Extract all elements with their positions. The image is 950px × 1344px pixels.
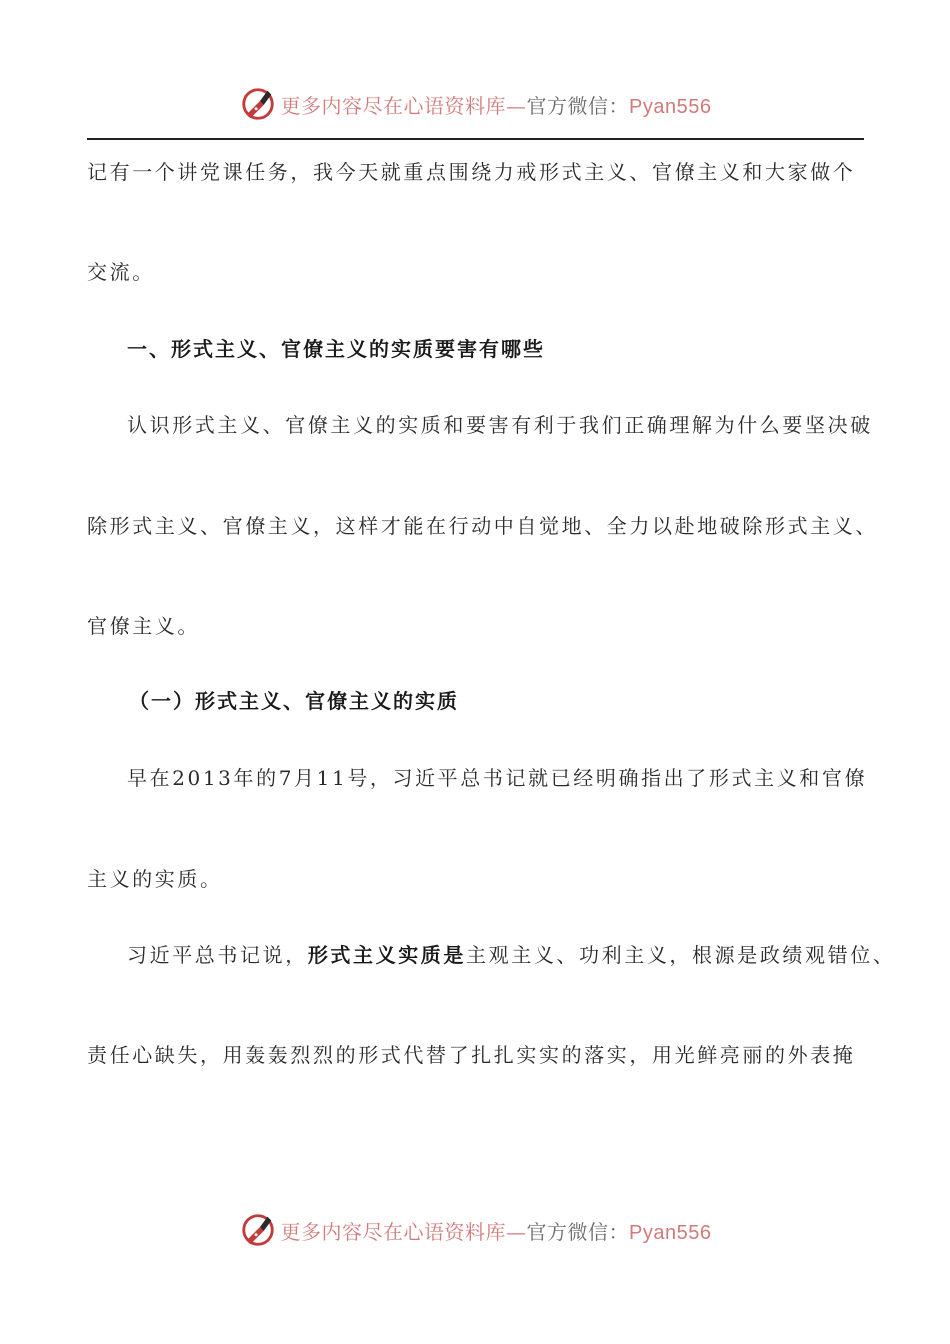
body-text: 主观主义、功利主义，根源是政绩观错位、: [466, 943, 896, 967]
watermark-dash: —: [506, 1219, 527, 1244]
section-heading-1: 一、形式主义、官僚主义的实质要害有哪些: [127, 337, 545, 361]
body-line: 责任心缺失，用轰轰烈烈的形式代替了扎扎实实的落实，用光鲜亮丽的外表掩: [87, 1043, 856, 1067]
header-divider: [87, 138, 864, 140]
body-line: 早在2013年的7月11号，习近平总书记就已经明确指出了形式主义和官僚: [127, 766, 868, 790]
body-line: 记有一个讲党课任务，我今天就重点围绕力戒形式主义、官僚主义和大家做个: [87, 160, 856, 184]
watermark-text: [281, 90, 712, 119]
header-watermark: [0, 84, 950, 124]
body-line: 官僚主义。: [87, 614, 200, 638]
section-heading-2: （一）形式主义、官僚主义的实质: [129, 689, 459, 713]
watermark-wechat-label: 官方微信：: [526, 1219, 630, 1244]
body-line: 认识形式主义、官僚主义的实质和要害有利于我们正确理解为什么要坚决破: [127, 413, 873, 437]
body-line: 交流。: [87, 260, 155, 284]
footer-watermark: [0, 1210, 950, 1250]
watermark-wechat-id: Pyan556: [629, 1221, 712, 1244]
body-line: 主义的实质。: [87, 867, 223, 891]
watermark-wechat-label: 官方微信：: [526, 93, 630, 118]
watermark-wechat-id: Pyan556: [629, 95, 712, 118]
pen-nib-logo-icon: [239, 85, 277, 123]
body-line: 除形式主义、官僚主义，这样才能在行动中自觉地、全力以赴地破除形式主义、: [87, 514, 878, 538]
body-text: 习近平总书记说，: [127, 943, 308, 967]
pen-nib-logo-icon: [239, 1211, 277, 1249]
watermark-brand: 更多内容尽在心语资料库: [280, 1219, 507, 1244]
body-bold-text: 形式主义实质是: [307, 943, 467, 967]
watermark-dash: —: [506, 93, 527, 118]
body-line: [127, 943, 895, 967]
watermark-brand: 更多内容尽在心语资料库: [280, 93, 507, 118]
watermark-text: [281, 1216, 712, 1245]
